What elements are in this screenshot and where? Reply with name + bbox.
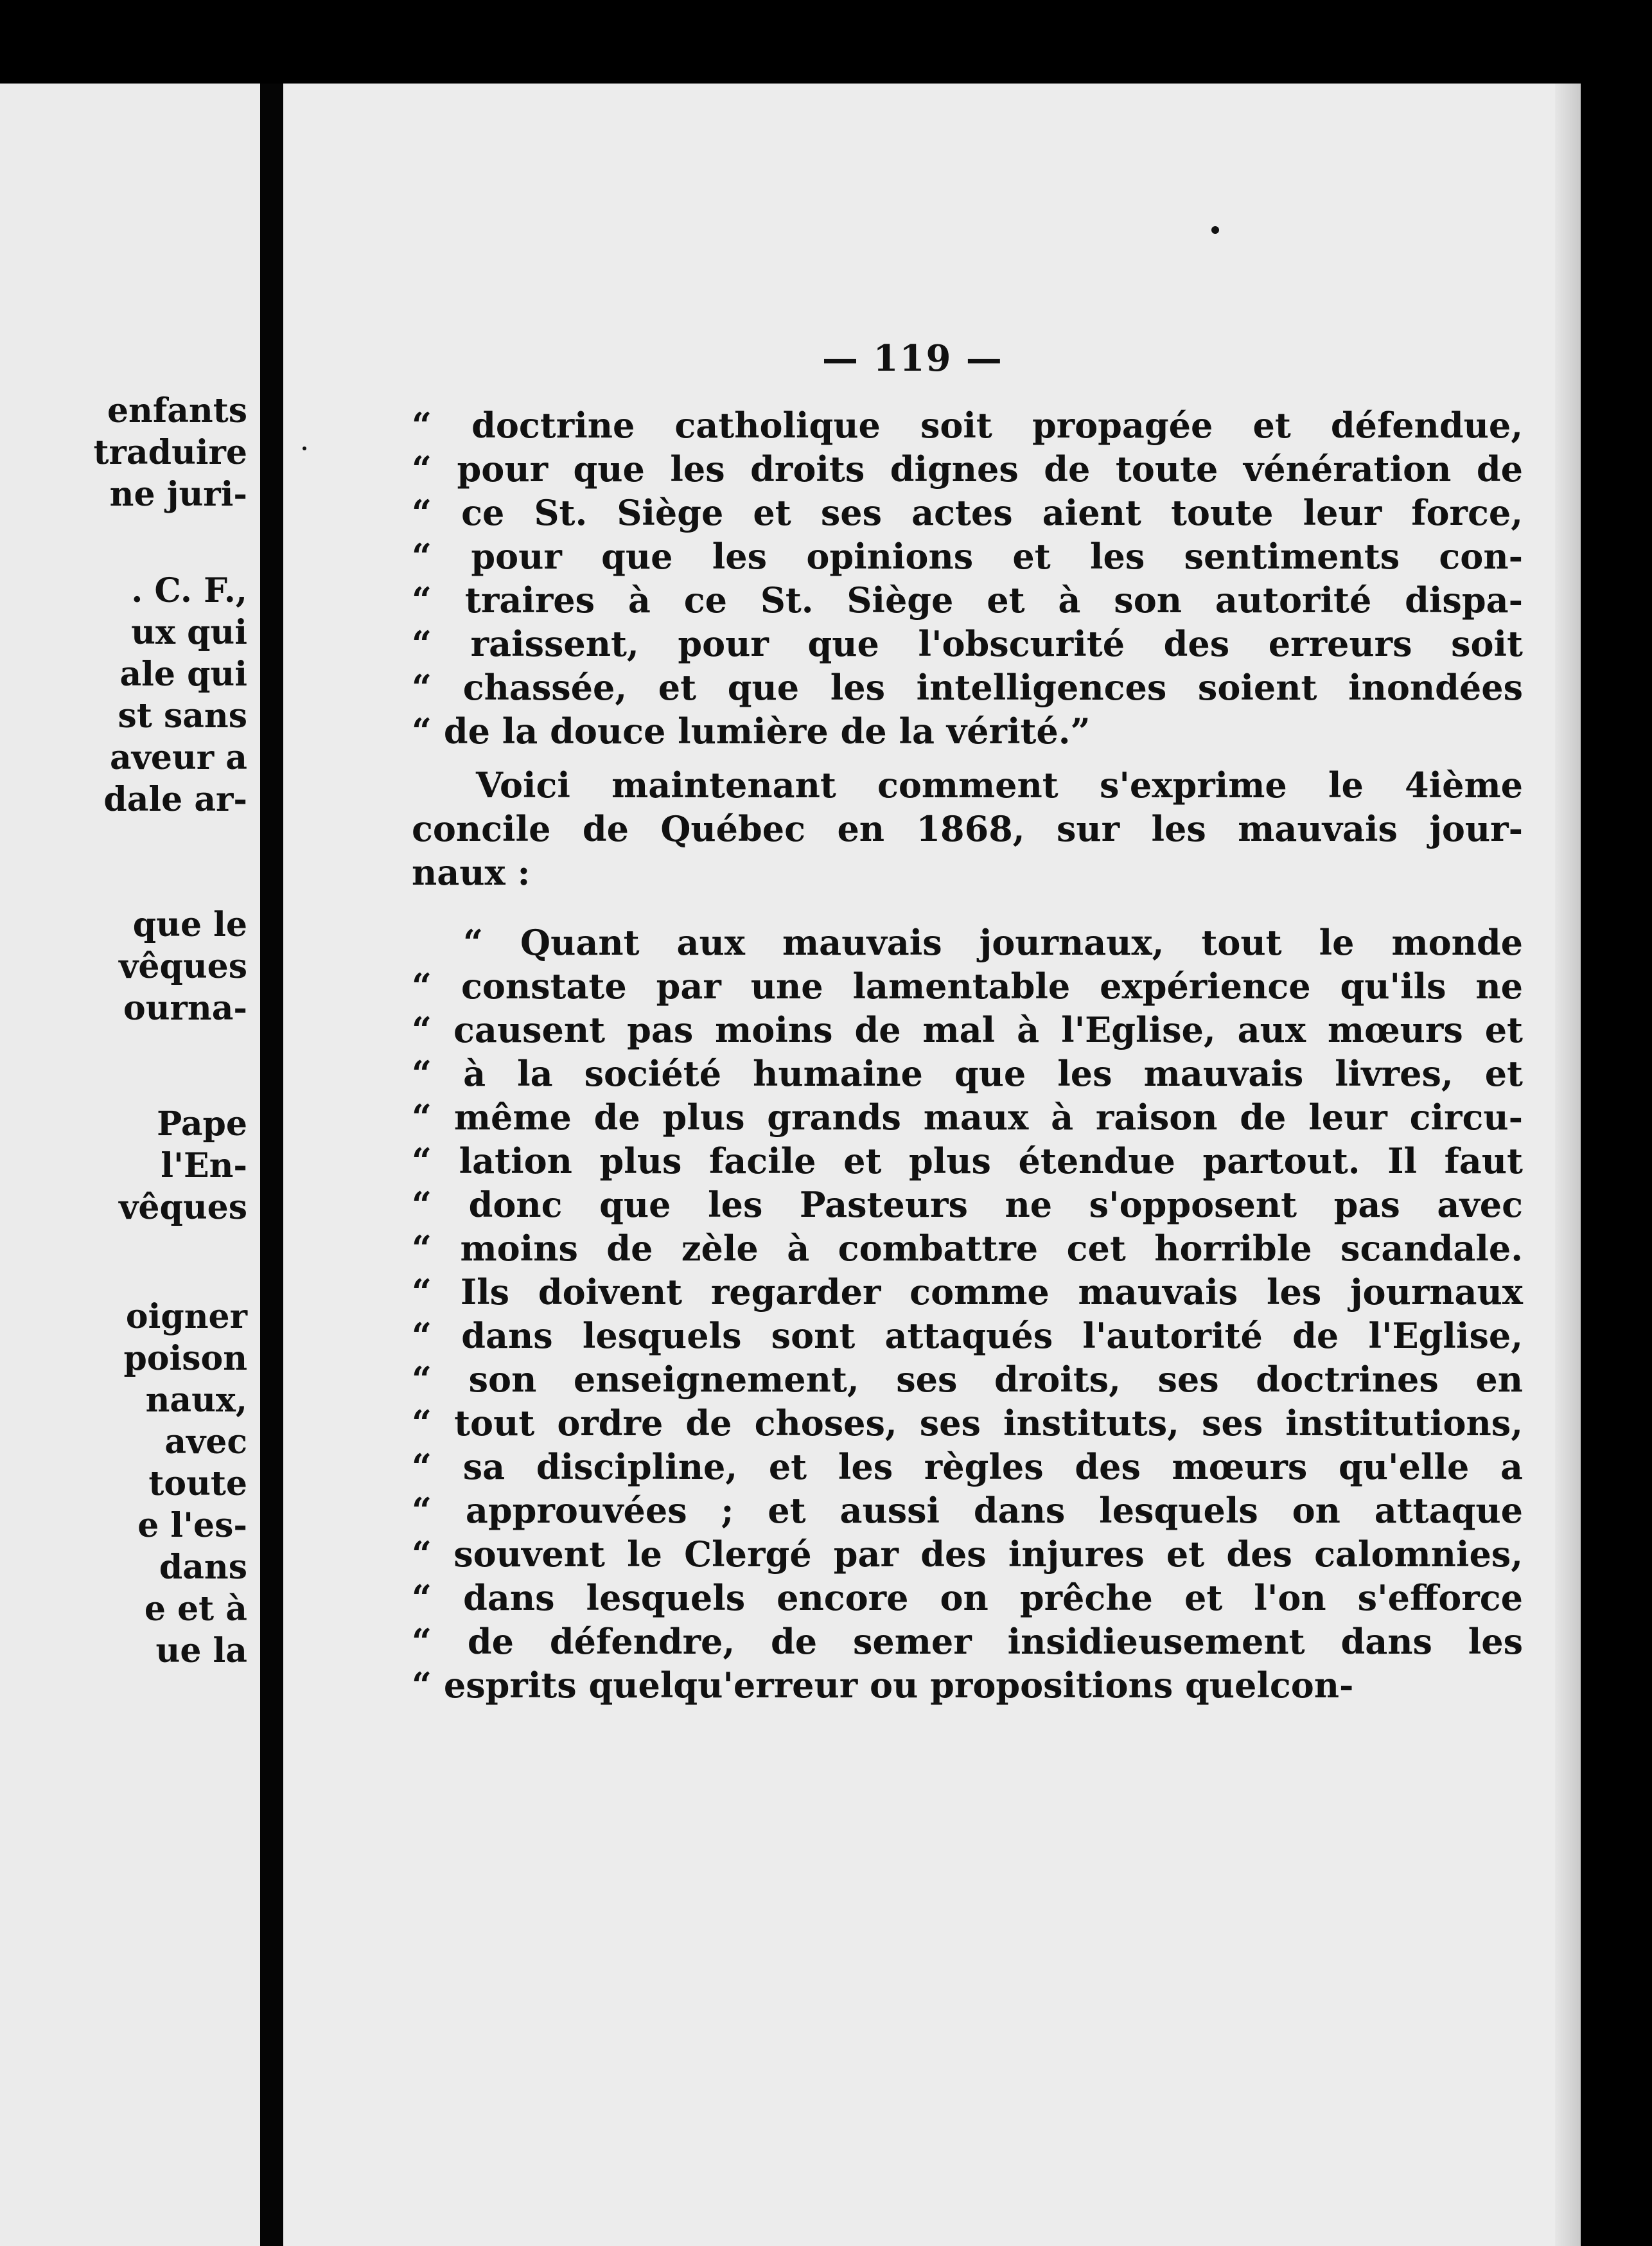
left-page-fragment: ourna- [123, 989, 247, 1028]
right_page-quote-line: “ son enseignement, ses droits, ses doctrines en [412, 1359, 1523, 1400]
left-page-fragment: ne juri- [109, 475, 247, 514]
left-page-fragment: vêques [119, 1188, 247, 1227]
left-page-fragment: st sans [118, 696, 247, 736]
right_page-quote-line: “ à la société humaine que les mauvais livres, et [412, 1053, 1523, 1094]
right_page-quote-line: “ même de plus grands maux à raison de leur circu- [412, 1097, 1523, 1138]
right_page-quote-line: “ causent pas moins de mal à l'Eglise, aux mœurs et [412, 1009, 1523, 1050]
left-page-fragment: ue la [155, 1631, 247, 1670]
right_page-quote-line: “ esprits quelqu'erreur ou propositions quelcon- [412, 1665, 1354, 1706]
right_page-quote-line: “ sa discipline, et les règles des mœurs qu'elle a [412, 1446, 1523, 1487]
left-page-fragment: naux, [145, 1381, 247, 1420]
right_page-paragraph-line: naux : [412, 852, 531, 893]
left-page [0, 84, 260, 2246]
right_page-quote_continuation-line: “ de la douce lumière de la vérité.” [412, 711, 1091, 752]
left-page-fragment: poison [123, 1339, 247, 1378]
right_page-quote-line: “ souvent le Clergé par des injures et des calomnies, [412, 1534, 1523, 1575]
page-number: — 119 — [822, 337, 1003, 380]
right_page-quote_continuation-line: “ pour que les droits dignes de toute vénération de [412, 448, 1523, 490]
left-page-fragment: e et à [144, 1589, 247, 1629]
left-page-fragment: oigner [125, 1297, 247, 1336]
right_page-quote_continuation-line: “ ce St. Siège et ses actes aient toute leur force, [412, 492, 1523, 533]
ink-speck [1211, 226, 1219, 234]
right_page-quote_continuation-line: “ doctrine catholique soit propagée et défendue, [412, 405, 1523, 446]
right_page-quote-line: “ tout ordre de choses, ses instituts, ses institutions, [412, 1402, 1523, 1444]
right_page-quote_continuation-line: “ chassée, et que les intelligences soient inondées [412, 667, 1523, 708]
right_page-quote-line: “ dans lesquels encore on prêche et l'on s'efforce [412, 1577, 1523, 1618]
book-gutter [260, 84, 283, 2246]
left-page-fragment: dans [159, 1548, 247, 1587]
right_page-quote-line: “ de défendre, de semer insidieusement dans les [412, 1621, 1523, 1662]
right_page-paragraph-line: Voici maintenant comment s'exprime le 4ième [476, 765, 1523, 806]
right_page-quote-line: “ dans lesquels sont attaqués l'autorité de l'Eglise, [412, 1315, 1523, 1356]
right_page-paragraph-line: concile de Québec en 1868, sur les mauvais jour- [412, 808, 1523, 849]
right-page [283, 84, 1581, 2246]
right_page-quote-line: “ donc que les Pasteurs ne s'opposent pas avec [412, 1184, 1523, 1225]
left-page-fragment: toute [148, 1464, 247, 1503]
right_page-quote_continuation-line: “ raissent, pour que l'obscurité des erreurs soit [412, 623, 1523, 664]
left-page-fragment: l'En- [161, 1146, 247, 1185]
right_page-quote_continuation-line: “ traires à ce St. Siège et à son autorité dispa- [412, 579, 1523, 621]
ink-speck [303, 447, 306, 450]
left-page-fragment: dale ar- [103, 780, 247, 819]
left-page-fragment: que le [132, 905, 247, 944]
left-page-fragment: ale qui [119, 655, 247, 694]
right_page-quote-line: “ approuvées ; et aussi dans lesquels on attaque [412, 1490, 1523, 1531]
right_page-quote-line: “ Ils doivent regarder comme mauvais les journaux [412, 1271, 1523, 1313]
right_page-quote-line: “ lation plus facile et plus étendue partout. Il faut [412, 1140, 1523, 1181]
right_page-quote-line: “ moins de zèle à combattre cet horrible scandale. [412, 1228, 1523, 1269]
left-page-fragment: avec [164, 1422, 247, 1462]
left-page-fragment: vêques [119, 947, 247, 986]
right_page-quote-line: “ Quant aux mauvais journaux, tout le monde [463, 922, 1523, 963]
left-page-fragment: traduire [93, 433, 247, 472]
right_page-quote-line: “ constate par une lamentable expérience qu'ils ne [412, 966, 1523, 1007]
right_page-quote_continuation-line: “ pour que les opinions et les sentiments con- [412, 536, 1523, 577]
left-page-fragment: enfants [107, 391, 247, 430]
left-page-fragment: ux qui [131, 613, 247, 652]
left-page-fragment: Pape [157, 1104, 247, 1144]
left-page-fragment: . C. F., [131, 571, 247, 610]
left-page-fragment: aveur a [110, 738, 247, 777]
left-page-fragment: e l'es- [137, 1506, 247, 1545]
